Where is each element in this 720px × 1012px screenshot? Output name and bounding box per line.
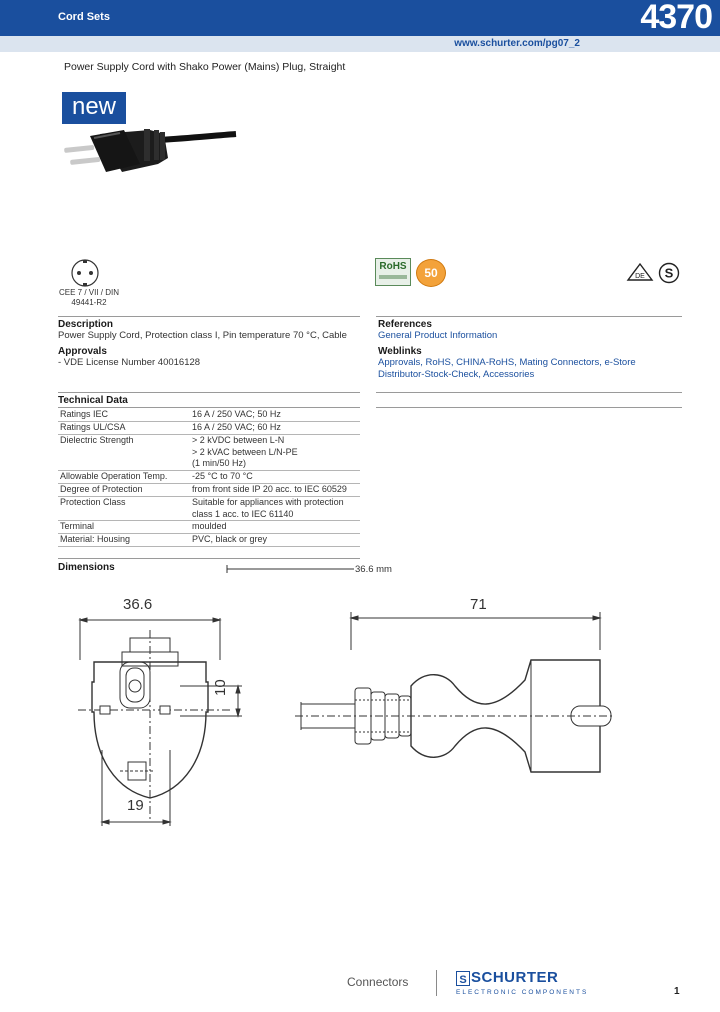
brand-subtitle: ELECTRONIC COMPONENTS: [456, 989, 589, 996]
footer-section-label: Connectors: [347, 975, 409, 989]
row-key: Degree of Protection: [60, 484, 143, 494]
row-key: Terminal: [60, 521, 95, 531]
front-width-label: 36.6: [123, 596, 153, 613]
table-row: [58, 497, 360, 521]
technical-data-divider: [58, 407, 360, 408]
category-label: Cord Sets: [58, 11, 110, 23]
right-column-divider: [376, 392, 682, 393]
row-value: > 2 kVDC between L-N > 2 kVAC between L/N-PE (1 min/50 Hz): [192, 435, 298, 468]
side-view-drawing: [295, 590, 615, 780]
approvals-text: - VDE License Number 40016128: [58, 357, 201, 368]
dimensions-divider: [58, 558, 360, 559]
row-value: from front side IP 20 acc. to IEC 60529: [192, 484, 347, 494]
table-row: [58, 409, 360, 422]
row-key: Dielectric Strength: [60, 435, 134, 445]
side-length-label: 71: [470, 596, 487, 613]
years-icon: 50: [416, 259, 446, 287]
approvals-heading: Approvals: [58, 346, 107, 357]
references-heading: References: [378, 319, 432, 330]
standard-caption-2: 49441-R2: [71, 298, 107, 307]
description-text: Power Supply Cord, Protection class I, Pin temperature 70 °C, Cable: [58, 330, 347, 341]
table-row: [58, 471, 360, 484]
weblinks-line-1[interactable]: Approvals, RoHS, CHINA-RoHS, Mating Connectors, e-Store: [378, 357, 636, 368]
weblinks-heading: Weblinks: [378, 346, 422, 357]
general-product-info-link[interactable]: General Product Information: [378, 330, 498, 341]
row-value: Suitable for appliances with protection class 1 acc. to IEC 61140: [192, 497, 344, 519]
technical-data-heading: Technical Data: [58, 395, 128, 406]
table-row: [58, 422, 360, 435]
new-badge: new: [62, 92, 126, 124]
plug-photo: [60, 112, 240, 192]
description-heading: Description: [58, 319, 114, 330]
row-value: 16 A / 250 VAC; 60 Hz: [192, 422, 281, 432]
table-row: [58, 521, 360, 534]
references-divider: [376, 316, 682, 317]
row-value: 16 A / 250 VAC; 50 Hz: [192, 409, 281, 419]
footer-divider: [436, 970, 437, 996]
row-key: Material: Housing: [60, 534, 131, 544]
scale-label: 36.6 mm: [355, 564, 392, 575]
table-row: [58, 484, 360, 497]
cee7-standard-icon: [70, 258, 100, 288]
front-view-drawing: [60, 590, 250, 840]
row-key: Allowable Operation Temp.: [60, 471, 168, 481]
svg-text:DE: DE: [635, 273, 645, 280]
technical-data-divider-top: [58, 392, 360, 393]
svg-text:S: S: [664, 265, 674, 281]
schurter-logo-icon: [456, 971, 470, 986]
table-row: [58, 534, 360, 547]
front-height-label: 10: [212, 679, 229, 696]
right-column-divider-2: [376, 407, 682, 408]
row-value: moulded: [192, 521, 227, 531]
scale-bar: [226, 563, 356, 575]
dimensions-heading: Dimensions: [58, 562, 115, 573]
brand-name: SCHURTER: [471, 969, 559, 986]
svg-text:S: S: [459, 974, 467, 986]
row-value: -25 °C to 70 °C: [192, 471, 253, 481]
product-title: Power Supply Cord with Shako Power (Mains) Plug, Straight: [64, 61, 346, 73]
s-mark-icon: [658, 262, 680, 284]
url-bar: [0, 36, 720, 52]
part-number: 4370: [640, 0, 712, 36]
product-url-link[interactable]: www.schurter.com/pg07_2: [454, 38, 580, 49]
table-row: [58, 435, 360, 471]
vde-mark-icon: [626, 262, 654, 282]
row-value: PVC, black or grey: [192, 534, 268, 544]
pin-spacing-label: 19: [127, 797, 144, 814]
page-number: 1: [674, 986, 680, 997]
row-key: Protection Class: [60, 497, 126, 507]
rohs-icon: [375, 258, 411, 286]
rohs-label: RoHS: [379, 261, 407, 272]
row-key: Ratings IEC: [60, 409, 109, 419]
description-divider: [58, 316, 360, 317]
standard-caption-1: CEE 7 / VII / DIN: [58, 288, 119, 297]
weblinks-line-2[interactable]: Distributor-Stock-Check, Accessories: [378, 369, 535, 380]
row-key: Ratings UL/CSA: [60, 422, 126, 432]
